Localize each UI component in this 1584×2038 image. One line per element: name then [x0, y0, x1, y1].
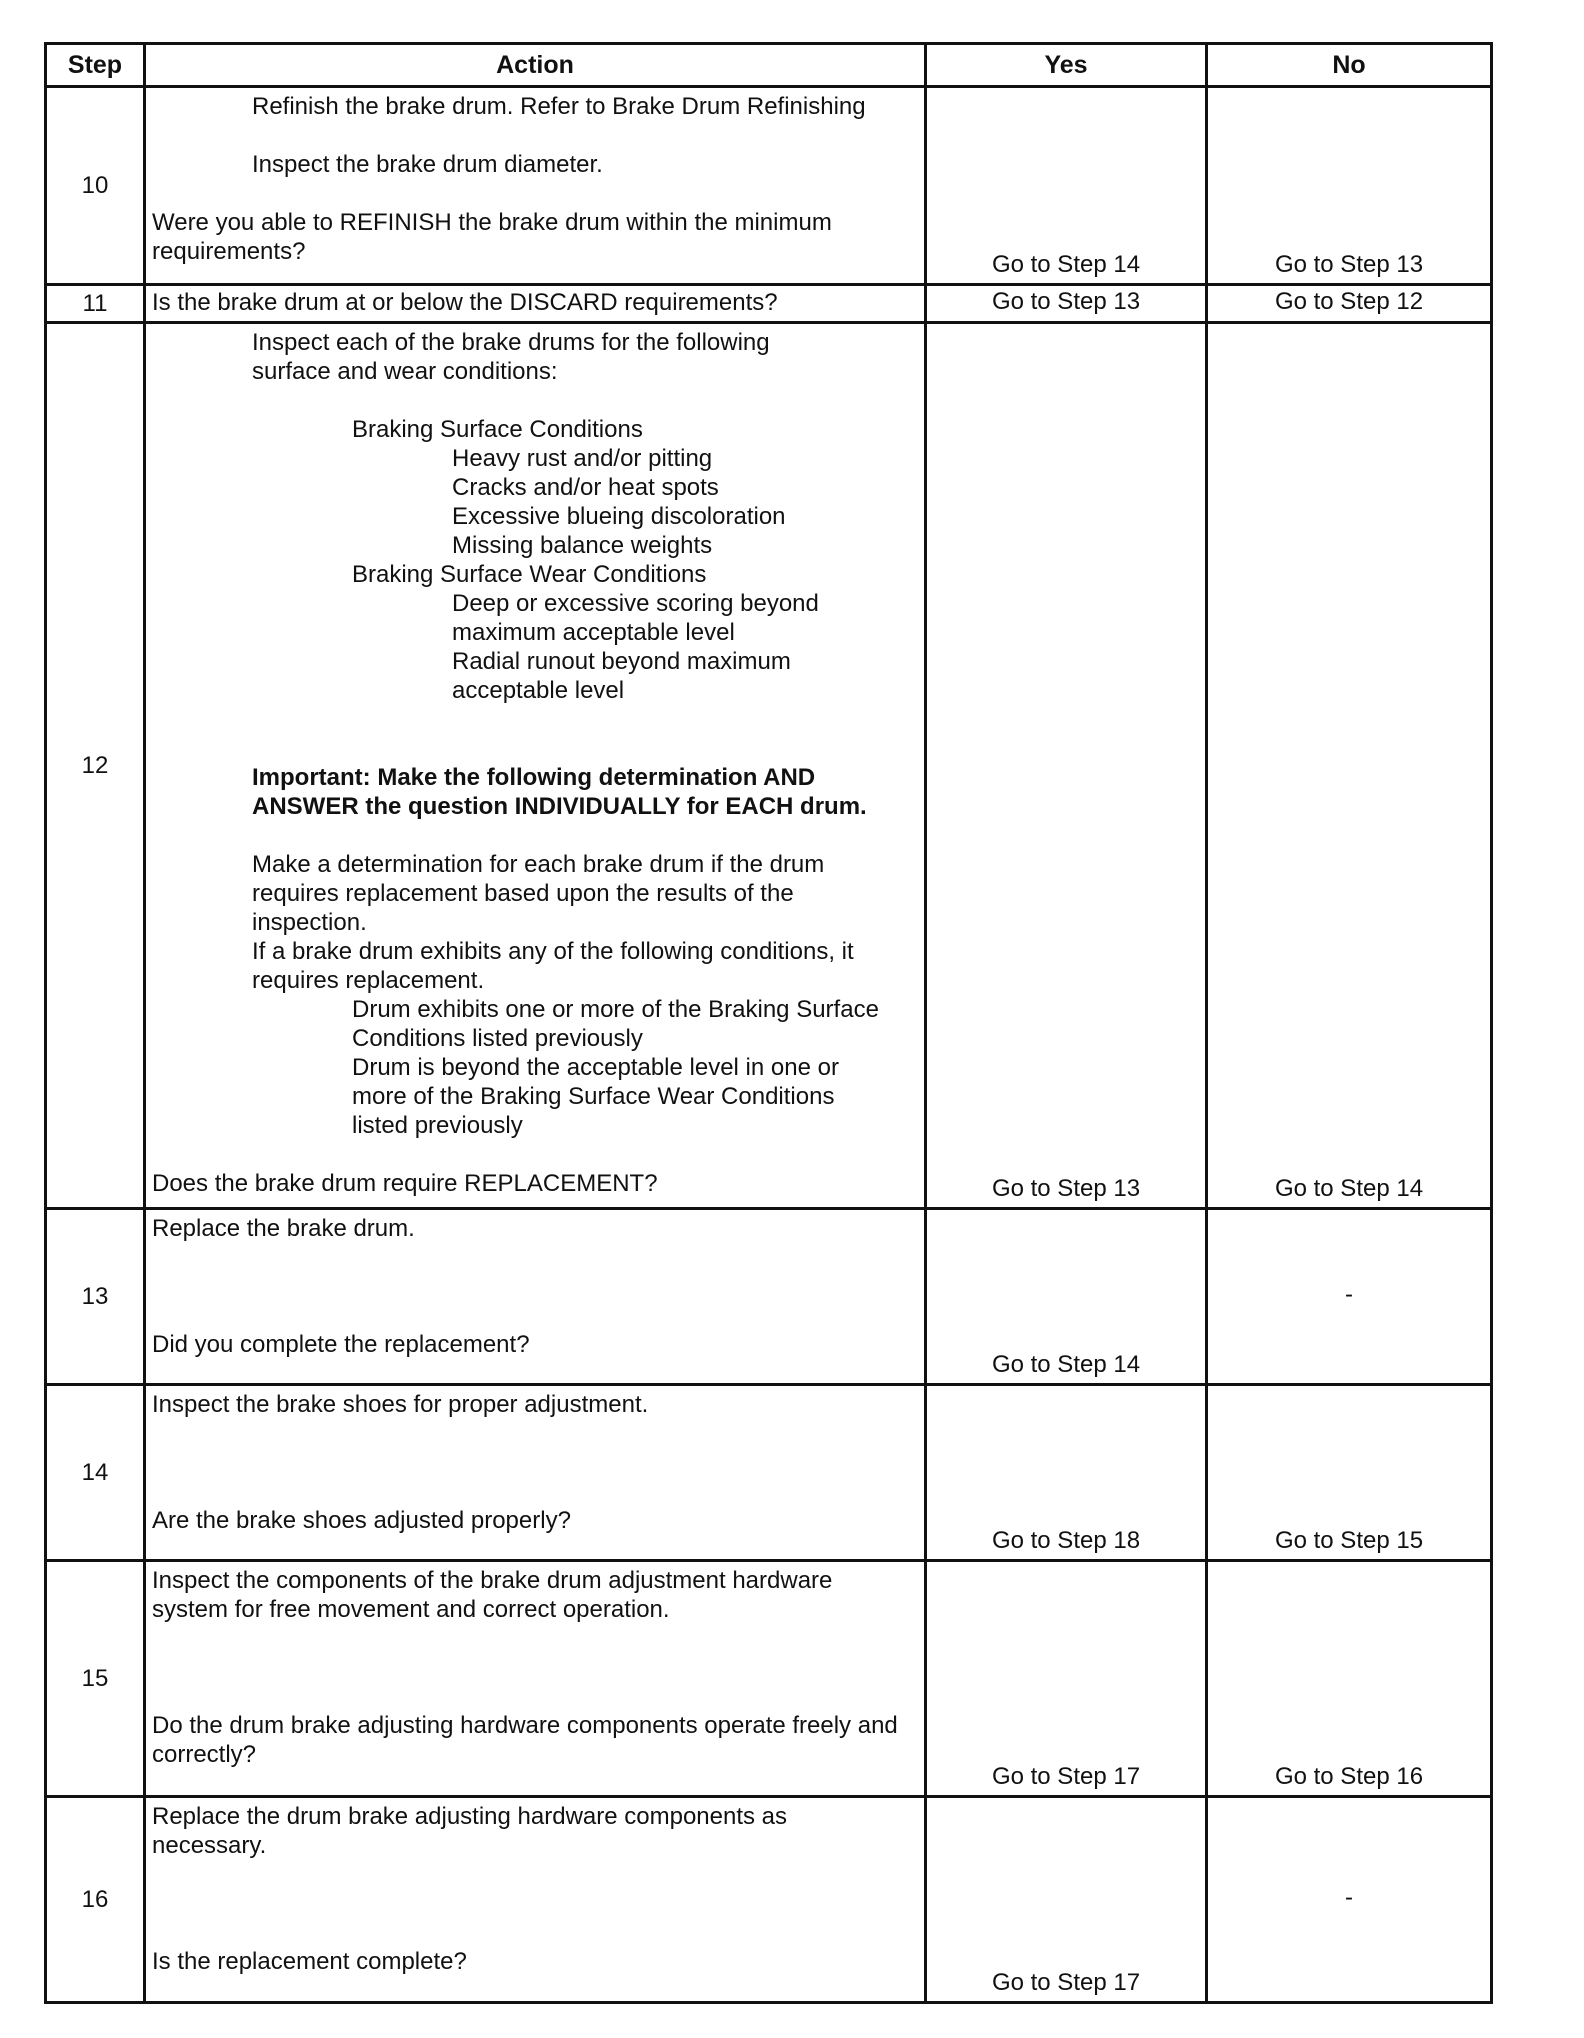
yes-result: Go to Step 17: [926, 1561, 1207, 1797]
wear-heading: Braking Surface Wear Conditions: [352, 561, 707, 588]
step-number: 10: [46, 87, 145, 285]
list-item: Drum exhibits one or more of the Braking Surface Conditions listed previously: [352, 996, 886, 1052]
yes-result: Go to Step 13: [926, 285, 1207, 323]
important-note: Important: Make the following determination AND ANSWER the question INDIVIDUALLY for EACH drum.: [252, 764, 867, 820]
list-item: Heavy rust and/or pitting: [452, 445, 713, 472]
action-line: Replace the brake drum.: [152, 1215, 415, 1242]
action-line: Inspect the brake shoes for proper adjustment.: [152, 1391, 649, 1418]
header-no: No: [1207, 44, 1492, 87]
table-row: [46, 87, 1492, 285]
header-step: Step: [46, 44, 145, 87]
table-row: [46, 1385, 1492, 1561]
no-result: Go to Step 16: [1207, 1561, 1492, 1797]
step-number: 16: [46, 1797, 145, 2003]
action-cell: [145, 285, 926, 323]
yes-result: Go to Step 13: [926, 323, 1207, 1209]
table-row: [46, 285, 1492, 323]
action-line: Inspect the components of the brake drum adjustment hardware system for free movement and correct operation.: [152, 1567, 840, 1623]
action-cell: [145, 1797, 926, 2003]
table-row: [46, 1209, 1492, 1385]
diagnostic-table: [44, 42, 1493, 2004]
table-row: [46, 1797, 1492, 2003]
action-cell: [145, 1385, 926, 1561]
no-result: -: [1207, 1797, 1492, 2003]
step-number: 12: [46, 323, 145, 1209]
yes-result: Go to Step 14: [926, 1209, 1207, 1385]
determination-text: Make a determination for each brake drum if the drum requires replacement based upon the results of the inspection.: [252, 851, 831, 936]
list-item: Drum is beyond the acceptable level in one or more of the Braking Surface Wear Conditions listed previously: [352, 1054, 846, 1139]
question-text: Is the replacement complete?: [152, 1948, 467, 1975]
step-number: 15: [46, 1561, 145, 1797]
list-item: Missing balance weights: [452, 532, 713, 559]
surface-heading: Braking Surface Conditions: [352, 416, 643, 443]
list-item: Radial runout beyond maximum acceptable level: [452, 648, 798, 704]
no-result: Go to Step 14: [1207, 323, 1492, 1209]
no-result: Go to Step 15: [1207, 1385, 1492, 1561]
yes-result: Go to Step 14: [926, 87, 1207, 285]
no-result: Go to Step 12: [1207, 285, 1492, 323]
conditions-intro: If a brake drum exhibits any of the following conditions, it requires replacement.: [252, 938, 861, 994]
list-item: Excessive blueing discoloration: [452, 503, 786, 530]
header-row: [46, 44, 1492, 87]
yes-result: Go to Step 17: [926, 1797, 1207, 2003]
yes-result: Go to Step 18: [926, 1385, 1207, 1561]
question-text: Does the brake drum require REPLACEMENT?: [152, 1170, 658, 1197]
step-number: 11: [46, 285, 145, 323]
action-cell: [145, 1561, 926, 1797]
step-number: 13: [46, 1209, 145, 1385]
question-text: Is the brake drum at or below the DISCARD requirements?: [152, 289, 778, 316]
action-line: Replace the drum brake adjusting hardware components as necessary.: [152, 1803, 794, 1859]
list-item: Cracks and/or heat spots: [452, 474, 719, 501]
step-number: 14: [46, 1385, 145, 1561]
action-cell: [145, 323, 926, 1209]
question-text: Do the drum brake adjusting hardware components operate freely and correctly?: [152, 1712, 898, 1768]
inspection-intro: Inspect each of the brake drums for the following surface and wear conditions:: [252, 329, 777, 385]
action-line: Inspect the brake drum diameter.: [252, 151, 603, 178]
action-cell: [145, 87, 926, 285]
question-text: Were you able to REFINISH the brake drum within the minimum requirements?: [152, 209, 832, 265]
question-text: Did you complete the replacement?: [152, 1331, 530, 1358]
action-cell: [145, 1209, 926, 1385]
no-result: Go to Step 13: [1207, 87, 1492, 285]
table-row: [46, 323, 1492, 1209]
list-item: Deep or excessive scoring beyond maximum acceptable level: [452, 590, 826, 646]
action-line: Refinish the brake drum. Refer to Brake Drum Refinishing: [252, 93, 866, 120]
table-row: [46, 1561, 1492, 1797]
header-action: Action: [145, 44, 926, 87]
question-text: Are the brake shoes adjusted properly?: [152, 1507, 571, 1534]
header-yes: Yes: [926, 44, 1207, 87]
no-result: -: [1207, 1209, 1492, 1385]
